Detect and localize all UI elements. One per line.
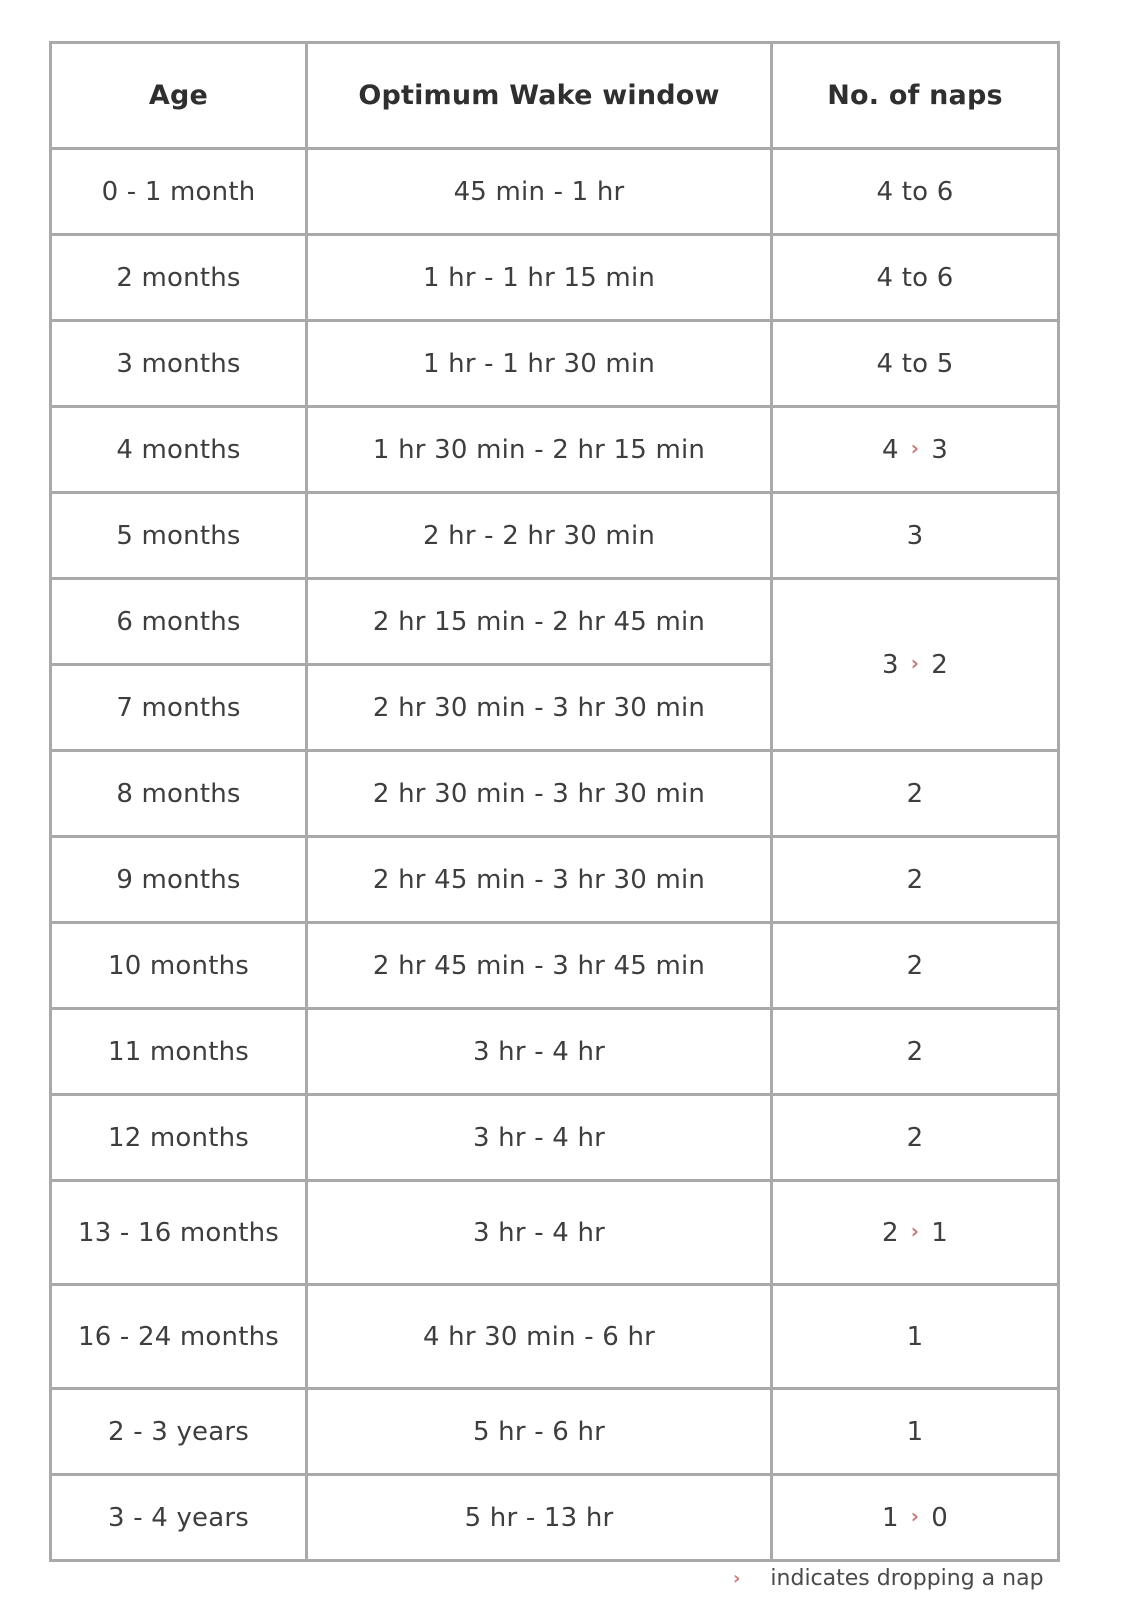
drop-arrow-icon: › — [910, 650, 920, 675]
header-wake-window: Optimum Wake window — [307, 43, 772, 149]
age-cell: 7 months — [51, 665, 307, 751]
wake-cell: 1 hr - 1 hr 15 min — [307, 235, 772, 321]
naps-to: 1 — [931, 1217, 948, 1248]
table-row — [51, 579, 1059, 665]
legend-text: indicates dropping a nap — [770, 1566, 1044, 1591]
table-row — [51, 1389, 1059, 1475]
naps-cell: 1 — [772, 1389, 1059, 1475]
wake-cell: 3 hr - 4 hr — [307, 1095, 772, 1181]
age-cell: 5 months — [51, 493, 307, 579]
table-row — [51, 493, 1059, 579]
naps-cell: 4 to 6 — [772, 149, 1059, 235]
naps-to: 2 — [931, 649, 948, 680]
naps-from: 3 — [882, 649, 899, 680]
age-cell: 3 - 4 years — [51, 1475, 307, 1561]
table-row — [51, 837, 1059, 923]
table-row — [51, 751, 1059, 837]
wake-cell: 5 hr - 13 hr — [307, 1475, 772, 1561]
naps-cell: 3 — [772, 493, 1059, 579]
naps-cell: 2 — [772, 1095, 1059, 1181]
drop-arrow-icon: › — [910, 1218, 920, 1243]
age-cell: 2 months — [51, 235, 307, 321]
naps-cell: 4 to 5 — [772, 321, 1059, 407]
naps-cell: 2 — [772, 751, 1059, 837]
age-cell: 9 months — [51, 837, 307, 923]
naps-to: 3 — [931, 434, 948, 465]
wake-cell: 5 hr - 6 hr — [307, 1389, 772, 1475]
wake-cell: 2 hr 45 min - 3 hr 45 min — [307, 923, 772, 1009]
naps-cell: 4 to 6 — [772, 235, 1059, 321]
wake-cell: 1 hr 30 min - 2 hr 15 min — [307, 407, 772, 493]
table-row — [51, 923, 1059, 1009]
header-age: Age — [51, 43, 307, 149]
naps-from: 2 — [882, 1217, 899, 1248]
wake-cell: 2 hr 15 min - 2 hr 45 min — [307, 579, 772, 665]
wake-cell: 2 hr - 2 hr 30 min — [307, 493, 772, 579]
wake-cell: 3 hr - 4 hr — [307, 1181, 772, 1285]
naps-cell: 2 — [772, 837, 1059, 923]
wake-window-table — [49, 41, 1060, 1562]
age-cell: 13 - 16 months — [51, 1181, 307, 1285]
drop-arrow-icon: › — [910, 435, 920, 460]
table-row — [51, 1009, 1059, 1095]
naps-from: 4 — [882, 434, 899, 465]
drop-arrow-icon: › — [910, 1503, 920, 1528]
table-row — [51, 321, 1059, 407]
table-row — [51, 149, 1059, 235]
wake-cell: 4 hr 30 min - 6 hr — [307, 1285, 772, 1389]
age-cell: 0 - 1 month — [51, 149, 307, 235]
wake-cell: 2 hr 30 min - 3 hr 30 min — [307, 751, 772, 837]
naps-transition-cell — [772, 1475, 1059, 1561]
age-cell: 8 months — [51, 751, 307, 837]
naps-transition-cell — [772, 1181, 1059, 1285]
age-cell: 2 - 3 years — [51, 1389, 307, 1475]
naps-cell: 2 — [772, 923, 1059, 1009]
table-row — [51, 1095, 1059, 1181]
wake-cell: 1 hr - 1 hr 30 min — [307, 321, 772, 407]
wake-cell: 2 hr 30 min - 3 hr 30 min — [307, 665, 772, 751]
age-cell: 4 months — [51, 407, 307, 493]
table-row — [51, 1181, 1059, 1285]
legend — [733, 1566, 1044, 1591]
age-cell: 10 months — [51, 923, 307, 1009]
naps-cell: 2 — [772, 1009, 1059, 1095]
age-cell: 6 months — [51, 579, 307, 665]
header-row — [51, 43, 1059, 149]
table-row — [51, 235, 1059, 321]
table-row — [51, 1285, 1059, 1389]
wake-cell: 3 hr - 4 hr — [307, 1009, 772, 1095]
naps-transition-cell — [772, 579, 1059, 751]
age-cell: 12 months — [51, 1095, 307, 1181]
age-cell: 11 months — [51, 1009, 307, 1095]
naps-cell: 1 — [772, 1285, 1059, 1389]
naps-from: 1 — [882, 1502, 899, 1533]
table-row — [51, 407, 1059, 493]
table-row — [51, 1475, 1059, 1561]
age-cell: 16 - 24 months — [51, 1285, 307, 1389]
wake-cell: 2 hr 45 min - 3 hr 30 min — [307, 837, 772, 923]
wake-cell: 45 min - 1 hr — [307, 149, 772, 235]
header-naps: No. of naps — [772, 43, 1059, 149]
legend-arrow-icon: › — [733, 1568, 741, 1589]
age-cell: 3 months — [51, 321, 307, 407]
naps-to: 0 — [931, 1502, 948, 1533]
naps-transition-cell — [772, 407, 1059, 493]
